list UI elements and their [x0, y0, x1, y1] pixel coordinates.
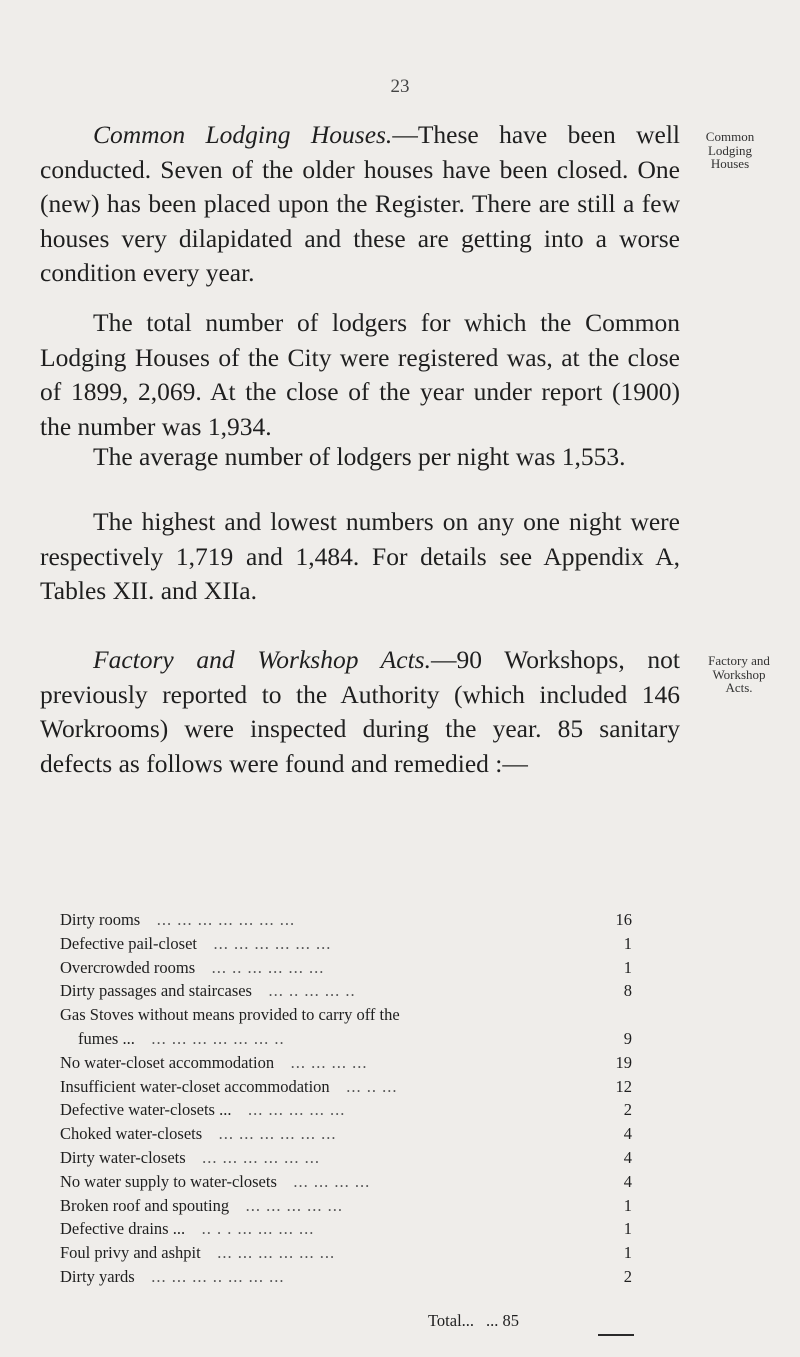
defect-count: 8 — [623, 981, 632, 1001]
defect-name: Dirty water-closets — [60, 1147, 186, 1167]
leader-dots: ... .. ... ... .. — [268, 981, 356, 1001]
table-row — [60, 1122, 632, 1146]
defect-count: 1 — [623, 933, 632, 953]
leader-dots: ... ... ... ... ... ... — [218, 1124, 337, 1144]
defects-table — [60, 908, 632, 1289]
defect-name: Insufficient water-closet accommodation — [60, 1076, 330, 1096]
total-underline — [598, 1334, 634, 1336]
table-row — [60, 1170, 632, 1194]
defect-name: Overcrowded rooms — [60, 957, 196, 977]
table-row — [60, 1194, 632, 1218]
defect-count: 2 — [623, 1100, 632, 1120]
total-label: Total... — [428, 1311, 475, 1330]
defect-name: Dirty rooms — [60, 910, 141, 929]
defect-count: 4 — [623, 1171, 632, 1191]
page-number: 23 — [390, 76, 410, 97]
defect-name: Dirty yards — [60, 1266, 135, 1286]
leader-dots: ... ... ... ... ... ... ... — [156, 910, 296, 929]
leader-dots: ... ... ... ... ... ... — [202, 1147, 321, 1167]
defect-count: 1 — [623, 1219, 632, 1239]
lodging-paragraph-1-text: —These have been well conducted. Seven of the older houses have been closed. One (new) has been placed upon the Register. There are still a few houses very dilapidated and these are getting into a worse condition every year. — [40, 120, 680, 287]
table-row — [60, 1003, 632, 1051]
table-row — [60, 1146, 632, 1170]
leader-dots: ... .. ... — [346, 1076, 398, 1096]
leader-dots: ... ... ... ... — [293, 1171, 371, 1191]
factory-margin-note: Factory and Workshop Acts. — [708, 653, 770, 695]
defect-name: Dirty passages and staircases — [60, 981, 252, 1001]
table-row — [60, 932, 632, 956]
defect-count: 4 — [623, 1147, 632, 1167]
table-row — [60, 908, 632, 932]
lodging-section — [40, 118, 680, 291]
defect-name: Defective drains ... — [60, 1219, 186, 1239]
leader-dots: ... ... ... ... ... ... — [217, 1243, 336, 1263]
defect-count: 16 — [615, 910, 632, 929]
factory-heading: Factory and Workshop Acts. — [93, 645, 431, 674]
table-row — [60, 1098, 632, 1122]
table-row — [60, 1241, 632, 1265]
defect-count: 19 — [615, 1052, 632, 1072]
defect-name: Broken roof and spouting — [60, 1195, 230, 1215]
table-row — [60, 956, 632, 980]
table-row — [60, 1051, 632, 1075]
defect-name: Gas Stoves without means provided to carry off the — [60, 1005, 400, 1025]
defect-name: No water-closet accommodation — [60, 1052, 275, 1072]
defect-count: 1 — [623, 957, 632, 977]
lodging-margin-note: Common Lodging Houses — [705, 129, 755, 171]
table-row — [60, 979, 632, 1003]
leader-dots: ... ... ... ... ... ... .. — [151, 1028, 285, 1048]
highest-lowest-paragraph: The highest and lowest numbers on any one night were respectively 1,719 and 1,484. For details see Appendix A, Tables XII. and XIIa. — [40, 507, 680, 605]
defect-count: 4 — [623, 1124, 632, 1144]
leader-dots: ... ... ... ... ... ... — [213, 933, 332, 953]
defect-count: 1 — [623, 1243, 632, 1263]
defect-name-continued: fumes ... — [78, 1028, 135, 1048]
leader-dots: .. . . ... ... ... ... — [201, 1219, 315, 1239]
total-value: ... 85 — [486, 1311, 520, 1330]
table-row — [60, 1265, 632, 1289]
leader-dots: ... ... ... ... — [290, 1052, 368, 1072]
defect-name: Defective water-closets ... — [60, 1100, 232, 1120]
lodging-paragraph-1 — [40, 118, 680, 291]
leader-dots: ... ... ... ... ... — [245, 1195, 343, 1215]
defect-name: No water supply to water-closets — [60, 1171, 277, 1191]
leader-dots: ... ... ... ... ... — [247, 1100, 346, 1120]
defect-count: 9 — [623, 1028, 632, 1048]
defect-name: Defective pail-closet — [60, 933, 197, 953]
lodging-heading: Common Lodging Houses. — [93, 120, 393, 149]
leader-dots: ... ... ... .. ... ... ... — [151, 1266, 285, 1286]
average-lodgers-paragraph: The average number of lodgers per night was 1,553. — [93, 442, 626, 471]
factory-paragraph — [40, 643, 680, 781]
factory-section — [40, 643, 680, 781]
defect-count: 1 — [623, 1195, 632, 1215]
defect-name: Choked water-closets — [60, 1124, 203, 1144]
table-row — [60, 1075, 632, 1099]
leader-dots: ... .. ... ... ... ... — [211, 957, 325, 977]
defect-count: 2 — [623, 1266, 632, 1286]
table-row — [60, 1217, 632, 1241]
total-row — [428, 1311, 519, 1331]
lodgers-registered-paragraph: The total number of lodgers for which the Common Lodging Houses of the City were registered was, at the close of 1899, 2,069. At the close of the year under report (1900) the number was 1,934. — [40, 308, 680, 441]
factory-paragraph-text: —90 Workshops, not previously reported to the Authority (which included 146 Workrooms) were inspected during the year. 85 sanitary defects as follows were found and remedied :— — [40, 645, 680, 778]
defect-name: Foul privy and ashpit — [60, 1243, 201, 1263]
defect-count: 12 — [615, 1076, 632, 1096]
